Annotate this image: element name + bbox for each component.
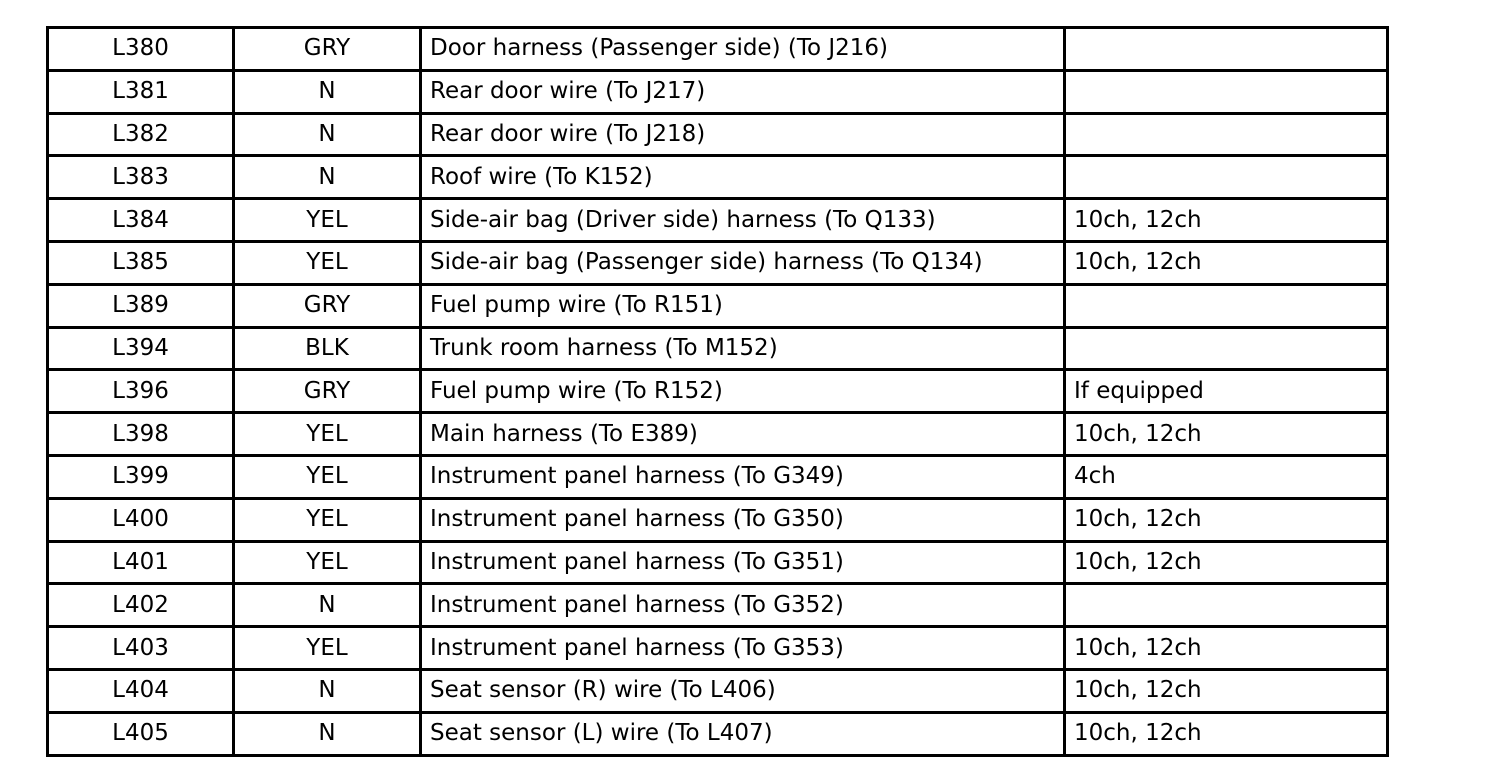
connector-description-cell: Trunk room harness (To M152) (421, 327, 1065, 370)
connector-code-cell: L382 (48, 113, 234, 156)
connector-code-cell: L399 (48, 455, 234, 498)
connector-code-cell: L396 (48, 370, 234, 413)
table-row (48, 370, 1388, 413)
connector-color-cell: YEL (234, 627, 421, 670)
table-row (48, 669, 1388, 712)
connector-description-cell: Rear door wire (To J218) (421, 113, 1065, 156)
connector-note-cell: 10ch, 12ch (1065, 541, 1388, 584)
connector-description-cell: Instrument panel harness (To G353) (421, 627, 1065, 670)
connector-table (46, 26, 1389, 757)
table-row (48, 413, 1388, 456)
connector-code-cell: L403 (48, 627, 234, 670)
connector-description-cell: Fuel pump wire (To R152) (421, 370, 1065, 413)
table-row (48, 455, 1388, 498)
connector-color-cell: YEL (234, 241, 421, 284)
connector-note-cell: 10ch, 12ch (1065, 712, 1388, 755)
connector-code-cell: L394 (48, 327, 234, 370)
connector-code-cell: L381 (48, 70, 234, 113)
connector-color-cell: N (234, 113, 421, 156)
connector-description-cell: Rear door wire (To J217) (421, 70, 1065, 113)
connector-note-cell: 4ch (1065, 455, 1388, 498)
connector-color-cell: N (234, 712, 421, 755)
connector-note-cell: 10ch, 12ch (1065, 413, 1388, 456)
connector-description-cell: Instrument panel harness (To G349) (421, 455, 1065, 498)
connector-color-cell: YEL (234, 541, 421, 584)
table-row (48, 498, 1388, 541)
connector-color-cell: YEL (234, 498, 421, 541)
connector-note-cell: 10ch, 12ch (1065, 241, 1388, 284)
connector-note-cell (1065, 284, 1388, 327)
table-row (48, 284, 1388, 327)
connector-color-cell: N (234, 584, 421, 627)
connector-note-cell (1065, 28, 1388, 71)
connector-note-cell: 10ch, 12ch (1065, 498, 1388, 541)
table-row (48, 327, 1388, 370)
connector-color-cell: N (234, 70, 421, 113)
connector-description-cell: Seat sensor (L) wire (To L407) (421, 712, 1065, 755)
table-row (48, 113, 1388, 156)
connector-color-cell: GRY (234, 28, 421, 71)
table-row (48, 70, 1388, 113)
connector-note-cell (1065, 70, 1388, 113)
connector-description-cell: Instrument panel harness (To G350) (421, 498, 1065, 541)
table-row (48, 541, 1388, 584)
connector-code-cell: L398 (48, 413, 234, 456)
connector-description-cell: Roof wire (To K152) (421, 156, 1065, 199)
connector-color-cell: BLK (234, 327, 421, 370)
connector-note-cell: If equipped (1065, 370, 1388, 413)
connector-code-cell: L400 (48, 498, 234, 541)
table-row (48, 627, 1388, 670)
table-row (48, 712, 1388, 755)
connector-note-cell: 10ch, 12ch (1065, 627, 1388, 670)
connector-description-cell: Fuel pump wire (To R151) (421, 284, 1065, 327)
connector-description-cell: Seat sensor (R) wire (To L406) (421, 669, 1065, 712)
connector-description-cell: Door harness (Passenger side) (To J216) (421, 28, 1065, 71)
connector-color-cell: GRY (234, 284, 421, 327)
connector-code-cell: L385 (48, 241, 234, 284)
connector-note-cell (1065, 327, 1388, 370)
connector-color-cell: YEL (234, 413, 421, 456)
connector-code-cell: L389 (48, 284, 234, 327)
connector-note-cell (1065, 156, 1388, 199)
connector-color-cell: YEL (234, 455, 421, 498)
connector-note-cell: 10ch, 12ch (1065, 199, 1388, 242)
connector-code-cell: L402 (48, 584, 234, 627)
connector-code-cell: L405 (48, 712, 234, 755)
connector-note-cell (1065, 113, 1388, 156)
connector-code-cell: L401 (48, 541, 234, 584)
connector-code-cell: L404 (48, 669, 234, 712)
connector-color-cell: N (234, 669, 421, 712)
connector-note-cell (1065, 584, 1388, 627)
connector-description-cell: Instrument panel harness (To G351) (421, 541, 1065, 584)
table-row (48, 584, 1388, 627)
connector-description-cell: Instrument panel harness (To G352) (421, 584, 1065, 627)
connector-code-cell: L383 (48, 156, 234, 199)
connector-code-cell: L380 (48, 28, 234, 71)
connector-note-cell: 10ch, 12ch (1065, 669, 1388, 712)
connector-color-cell: N (234, 156, 421, 199)
connector-description-cell: Side-air bag (Passenger side) harness (To Q134) (421, 241, 1065, 284)
connector-table-body (48, 28, 1388, 756)
table-row (48, 156, 1388, 199)
connector-color-cell: GRY (234, 370, 421, 413)
table-row (48, 199, 1388, 242)
connector-table-wrapper (46, 26, 1389, 757)
connector-code-cell: L384 (48, 199, 234, 242)
connector-description-cell: Main harness (To E389) (421, 413, 1065, 456)
table-row (48, 28, 1388, 71)
table-row (48, 241, 1388, 284)
connector-color-cell: YEL (234, 199, 421, 242)
connector-description-cell: Side-air bag (Driver side) harness (To Q133) (421, 199, 1065, 242)
